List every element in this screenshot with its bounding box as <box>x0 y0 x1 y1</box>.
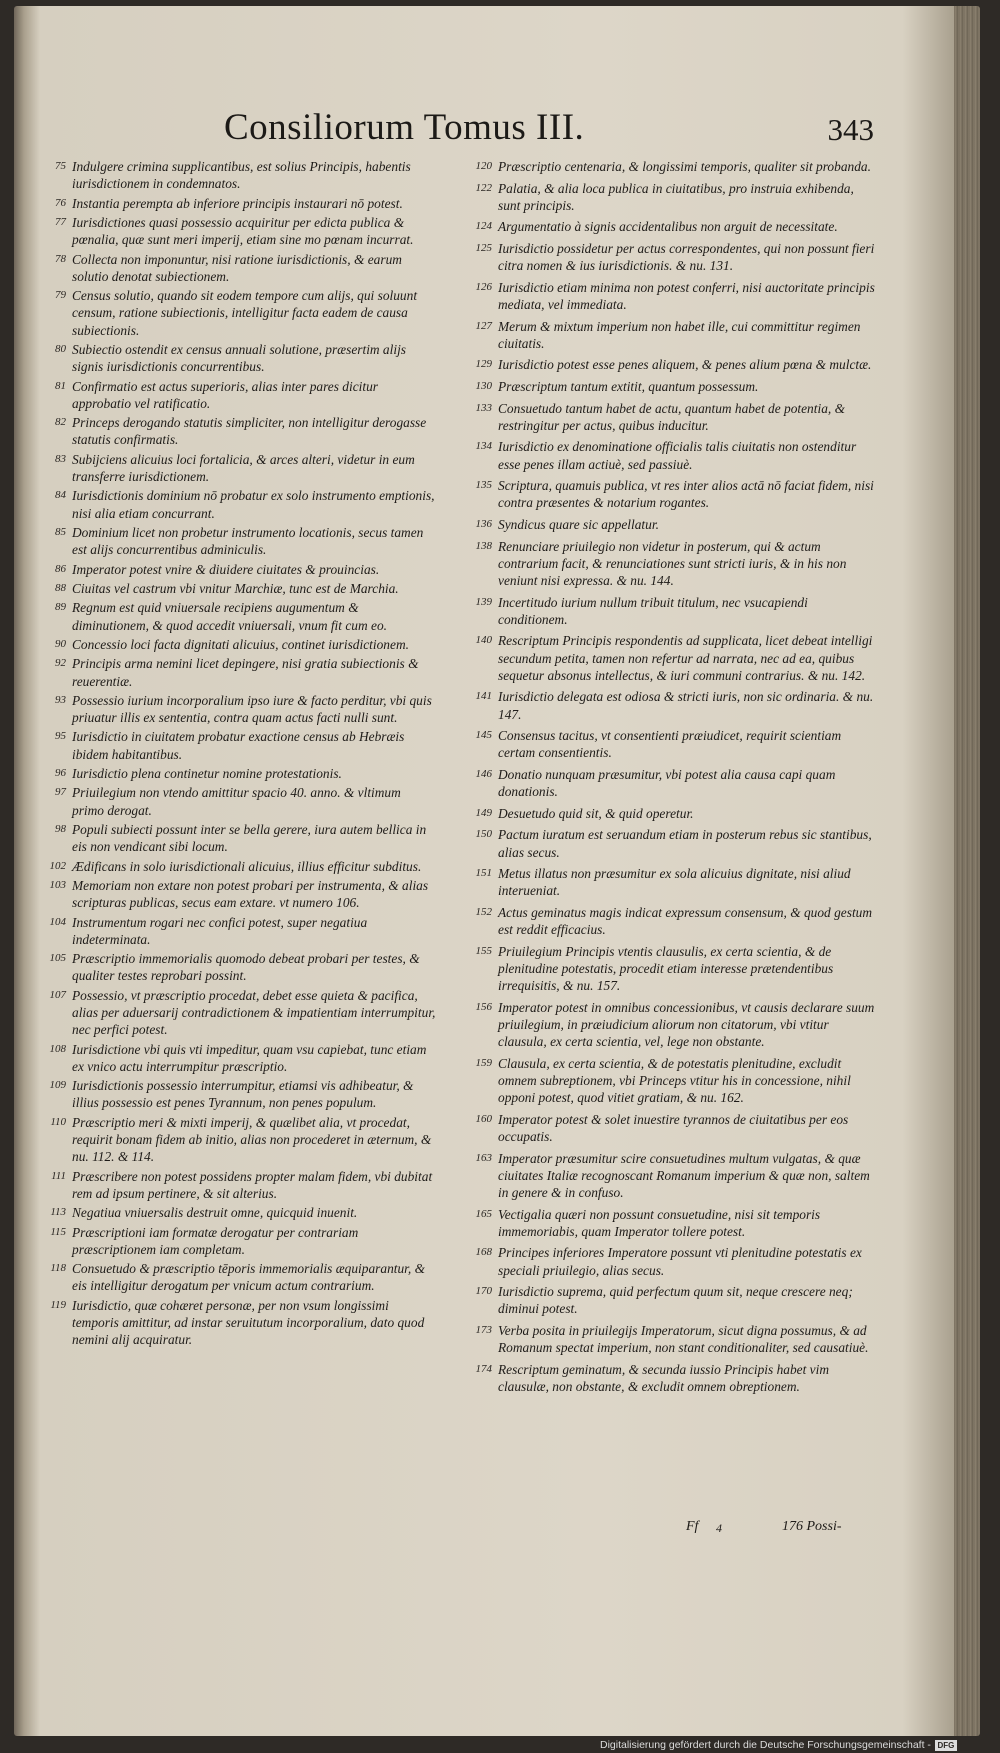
entry-text: Præscriptio meri & mixti imperij, & quælibet alia, vt procedat, requirit bonam fidem ab initio, alias non procederet in æternum, & nu. 112. & 114. <box>72 1114 432 1165</box>
page-footer <box>14 1519 980 1539</box>
index-entry <box>456 727 876 761</box>
entry-number: 102 <box>49 859 66 872</box>
entry-number: 92 <box>55 657 66 670</box>
entry-text: Regnum est quid vniuersale recipiens augumentum & diminutionem, & quod accedit vniuersali, vnum fit cum eo. <box>72 600 387 633</box>
entry-number: 145 <box>475 729 492 742</box>
entry-number: 75 <box>55 160 66 172</box>
entry-number: 85 <box>55 525 66 538</box>
entry-text: Indulgere crimina supplicantibus, est solius Principis, habentis iurisdictionem in condemnatos. <box>72 159 411 192</box>
entry-number: 173 <box>475 1323 492 1336</box>
entry-number: 77 <box>55 215 66 228</box>
index-entry <box>456 826 876 860</box>
entry-text: Pactum iuratum est seruandum etiam in posterum rebus sic stantibus, alias secus. <box>498 827 872 860</box>
index-entry <box>36 451 436 485</box>
index-entry <box>36 877 436 911</box>
index-entry <box>456 158 876 175</box>
entry-text: Concessio loci facta dignitati alicuius, continet iurisdictionem. <box>72 636 409 652</box>
entry-number: 90 <box>55 637 66 650</box>
index-entry <box>36 765 436 782</box>
index-entry <box>456 594 876 628</box>
entry-text: Renunciare priuilegio non videtur in posterum, qui & actum contrarium facit, & renunciationes sunt stricti iuris, & in his non veniunt nisi expressa. & nu. 144. <box>498 538 847 588</box>
entry-text: Præscriptioni iam formatæ derogatur per contrariam præscriptionem iam completam. <box>72 1224 359 1257</box>
entry-number: 78 <box>55 252 66 265</box>
entry-number: 105 <box>49 952 66 965</box>
index-entry <box>456 438 876 472</box>
entry-number: 103 <box>49 879 66 892</box>
index-entry <box>456 1206 876 1240</box>
index-entry <box>36 821 436 855</box>
entry-text: Imperator potest vnire & diuidere ciuitates & prouincias. <box>72 561 380 577</box>
entry-number: 139 <box>475 595 492 608</box>
entry-text: Priuilegium non vtendo amittitur spacio 40. anno. & vltimum primo derogat. <box>72 785 401 818</box>
entry-text: Iurisdictio possidetur per actus correspondentes, qui non possunt fieri citra nomen & ius iurisdictionis. & nu. 131. <box>498 240 875 274</box>
entry-number: 82 <box>55 416 66 429</box>
index-entry <box>36 784 436 818</box>
entry-text: Iurisdictionis possessio interrumpitur, etiamsi vis adhibeatur, & illius possessio est penes Tyrannum, non penes populum. <box>72 1078 414 1111</box>
index-entry <box>36 580 436 597</box>
index-entry <box>456 805 876 822</box>
gathering-number: 4 <box>716 1521 722 1535</box>
entry-text: Memoriam non extare non potest probari per instrumenta, & alias scripturas publicas, secus eam extare. vt numero 106. <box>72 878 429 911</box>
index-entry <box>456 1150 876 1202</box>
index-entry <box>36 158 436 192</box>
entry-text: Confirmatio est actus superioris, alias inter pares dicitur approbatio vel ratificatio. <box>72 378 379 411</box>
entry-text: Iurisdictio in ciuitatem probatur exactione census ab Hebræis ibidem habitantibus. <box>72 729 405 762</box>
entry-text: Princeps derogando statutis simpliciter, non intelligitur derogasse statutis confirmatis. <box>72 415 427 448</box>
entry-number: 120 <box>475 160 492 172</box>
entry-text: Præscriptum tantum extitit, quantum possessum. <box>498 378 759 394</box>
entry-text: Iurisdictio potest esse penes aliquem, & penes alium pœna & mulctæ. <box>498 357 872 373</box>
entry-number: 141 <box>475 690 492 703</box>
entry-number: 115 <box>50 1225 66 1238</box>
index-entry <box>456 477 876 511</box>
entry-number: 81 <box>55 379 66 392</box>
entry-number: 155 <box>475 944 492 957</box>
left-column <box>36 158 436 1351</box>
index-entry <box>36 1204 436 1221</box>
entry-text: Iurisdictione vbi quis vti impeditur, quam vsu capiebat, tunc etiam ex vnico actu interrumpitur præscriptio. <box>72 1041 427 1074</box>
entry-text: Imperator præsumitur scire consuetudines multum vulgatas, & quæ ciuitates Italiæ recognoscant Romanum imperium & quæ non, saltem in genere & in confuso. <box>498 1150 870 1200</box>
entry-number: 122 <box>475 181 492 194</box>
index-entry <box>36 599 436 633</box>
entry-number: 107 <box>49 988 66 1001</box>
entry-number: 86 <box>55 562 66 575</box>
index-entry <box>36 1224 436 1258</box>
index-entry <box>456 1244 876 1278</box>
index-entry <box>36 251 436 285</box>
index-entry <box>36 1077 436 1111</box>
index-entry <box>36 987 436 1039</box>
entry-text: Consensus tacitus, vt consentienti præiudicet, requirit scientiam certam consentientis. <box>498 728 842 761</box>
dfg-logo: DFG <box>935 1740 957 1751</box>
entry-number: 89 <box>55 601 66 614</box>
entry-number: 150 <box>475 828 492 841</box>
entry-number: 110 <box>50 1115 66 1128</box>
entry-text: Scriptura, quamuis publica, vt res inter alios actā nō faciat fidem, nisi contra præsentes & notarium rogantes. <box>498 478 874 511</box>
index-entry <box>36 692 436 726</box>
entry-number: 119 <box>50 1298 66 1311</box>
entry-number: 129 <box>475 358 492 371</box>
entry-number: 95 <box>55 730 66 743</box>
entry-number: 113 <box>50 1206 66 1219</box>
entry-number: 127 <box>475 319 492 332</box>
entry-text: Dominium licet non probetur instrumento locationis, secus tamen est alijs concurrentibus adminiculis. <box>72 524 424 558</box>
entry-number: 126 <box>475 280 492 293</box>
index-entry <box>456 688 876 722</box>
entry-text: Præscriptio immemorialis quomodo debeat probari per testes, & qualiter testes reprobari possint. <box>72 951 420 984</box>
entry-number: 135 <box>475 479 492 492</box>
entry-text: Principis arma nemini licet depingere, nisi gratia subiectionis & reuerentiæ. <box>72 656 419 689</box>
entry-text: Merum & mixtum imperium non habet ille, cui committitur regimen ciuitatis. <box>498 318 861 351</box>
index-entry <box>36 561 436 578</box>
page-edges <box>954 6 980 1736</box>
entry-text: Argumentatio à signis accidentalibus non arguit de necessitate. <box>498 219 838 235</box>
index-entry <box>456 999 876 1051</box>
entry-text: Iurisdictio plena continetur nomine protestationis. <box>72 766 342 782</box>
entry-text: Imperator potest in omnibus concessionibus, vt causis declarare suum priuilegium, in præiudicium aliorum non citatorum, vbi vtitur clausula, ex certa scientia, vel, lege non obstante. <box>498 999 875 1050</box>
index-entry <box>456 865 876 899</box>
page-number: 343 <box>827 112 874 147</box>
entry-text: Principes inferiores Imperatore possunt vti plenitudine potestatis ex speciali priuilegio, alias secus. <box>498 1245 862 1278</box>
entry-number: 109 <box>49 1079 66 1092</box>
entry-number: 149 <box>475 806 492 819</box>
entry-number: 93 <box>55 693 66 706</box>
page-header <box>224 106 884 156</box>
entry-number: 174 <box>475 1362 492 1375</box>
entry-number: 151 <box>475 867 492 880</box>
index-entry <box>36 1297 436 1349</box>
index-entry <box>36 728 436 762</box>
entry-text: Ædificans in solo iurisdictionali alicuius, illius efficitur subditus. <box>72 858 422 874</box>
index-entry <box>36 341 436 375</box>
entry-number: 125 <box>475 241 492 254</box>
entry-text: Census solutio, quando sit eodem tempore cum alijs, qui soluunt censum, ratione subiectionis, intelligitur facta eadem de causa subiectionis. <box>72 288 418 338</box>
entry-number: 165 <box>475 1207 492 1220</box>
index-entry <box>456 1361 876 1395</box>
right-column <box>456 158 876 1400</box>
entry-text: Verba posita in priuilegijs Imperatorum, sicut digna possumus, & ad Romanum spectat imperium, non stant conditionaliter, sed causatiuè. <box>498 1322 869 1356</box>
entry-number: 170 <box>475 1285 492 1298</box>
entry-number: 108 <box>49 1042 66 1055</box>
index-entry <box>456 1322 876 1356</box>
entry-number: 140 <box>475 634 492 647</box>
entry-text: Præscriptio centenaria, & longissimi temporis, qualiter sit probanda. <box>498 159 871 174</box>
index-entry <box>456 538 876 590</box>
index-entry <box>36 950 436 984</box>
index-entry <box>36 524 436 558</box>
digitization-text: Digitalisierung gefördert durch die Deutsche Forschungsgemeinschaft - <box>600 1739 931 1751</box>
entry-number: 111 <box>51 1169 66 1182</box>
entry-text: Instrumentum rogari nec confici potest, super negatiua indeterminata. <box>72 914 368 947</box>
entry-number: 84 <box>55 489 66 502</box>
entry-text: Consuetudo tantum habet de actu, quantum habet de potentia, & restringitur per actus, quibus inducitur. <box>498 400 845 433</box>
entry-number: 80 <box>55 342 66 355</box>
entry-number: 152 <box>475 905 492 918</box>
entry-number: 160 <box>475 1112 492 1125</box>
entry-number: 136 <box>475 517 492 530</box>
entry-text: Iurisdictio ex denominatione officialis talis ciuitatis non ostenditur esse penes illam actiuè, sed passiuè. <box>498 439 857 472</box>
index-entry <box>36 1041 436 1075</box>
index-entry <box>456 1111 876 1145</box>
entry-number: 138 <box>475 539 492 552</box>
entry-number: 96 <box>55 767 66 780</box>
entry-text: Iurisdictio suprema, quid perfectum quum sit, neque crescere neq; diminui potest. <box>498 1284 853 1317</box>
entry-number: 156 <box>475 1000 492 1013</box>
entry-number: 79 <box>55 289 66 302</box>
entry-text: Metus illatus non præsumitur ex sola alicuius dignitate, nisi aliud interueniat. <box>498 866 851 899</box>
entry-number: 118 <box>50 1262 66 1275</box>
index-entry <box>456 1055 876 1107</box>
entry-text: Iurisdictio etiam minima non potest conferri, nisi auctoritate principis mediata, vel immediata. <box>498 279 875 312</box>
index-entry <box>456 400 876 434</box>
entry-text: Instantia perempta ab inferiore principis instaurari nō potest. <box>72 195 403 211</box>
entry-text: Collecta non imponuntur, nisi ratione iurisdictionis, & earum solutio denotat subiectionem. <box>72 251 402 284</box>
entry-text: Iurisdictionis dominium nō probatur ex solo instrumento emptionis, nisi alia etiam concurrant. <box>72 488 435 521</box>
index-entry <box>456 904 876 938</box>
digitization-notice <box>600 1737 957 1753</box>
index-entry <box>36 287 436 339</box>
index-entry <box>456 240 876 274</box>
entry-text: Possessio iurium incorporalium ipso iure & facto perditur, vbi quis priuatur illis ex sententia, contra quam actus facti nulli sunt. <box>72 692 432 726</box>
entry-text: Iurisdictiones quasi possessio acquiritur per edicta publica & pœnalia, quæ sunt meri imperij, etiam sine mo pœnam incurrat. <box>72 214 414 248</box>
index-entry <box>36 914 436 948</box>
entry-text: Priuilegium Principis vtentis clausulis, ex certa scientia, & de plenitudine potestatis, procedit etiam interesse prætendentibus irrequisitis, & nu. 157. <box>498 943 834 994</box>
index-entry <box>456 318 876 352</box>
entry-text: Palatia, & alia loca publica in ciuitatibus, pro instruia exhibenda, sunt principis. <box>498 180 854 213</box>
index-entry <box>36 636 436 653</box>
index-entry <box>456 218 876 235</box>
index-entry <box>456 632 876 684</box>
signature-mark: Ff <box>686 1519 699 1534</box>
index-entry <box>456 766 876 800</box>
index-entry <box>36 1114 436 1166</box>
entry-number: 98 <box>55 823 66 836</box>
entry-text: Actus geminatus magis indicat expressum consensum, & quod gestum est reddit efficacius. <box>498 904 873 938</box>
entry-number: 124 <box>475 220 492 233</box>
entry-text: Incertitudo iurium nullum tribuit titulum, nec vsucapiendi conditionem. <box>498 594 808 627</box>
entry-number: 76 <box>55 196 66 209</box>
entry-text: Vectigalia quæri non possunt consuetudine, nisi sit temporis immemoriabis, quam Imperator tollere potest. <box>498 1206 821 1239</box>
catchword: 176 Possi- <box>782 1519 842 1534</box>
running-title: Consiliorum Tomus III. <box>224 107 585 148</box>
entry-text: Subijciens alicuius loci fortalicia, & arces alteri, videtur in eum transferre iurisdictionem. <box>72 451 415 484</box>
entry-text: Syndicus quare sic appellatur. <box>498 516 659 532</box>
index-entry <box>456 356 876 373</box>
index-entry <box>36 655 436 689</box>
entry-text: Desuetudo quid sit, & quid operetur. <box>498 805 694 821</box>
entry-text: Imperator potest & solet inuestire tyrannos de ciuitatibus per eos occupatis. <box>498 1111 849 1144</box>
entry-number: 83 <box>55 452 66 465</box>
entry-text: Rescriptum geminatum, & secunda iussio Principis habet vim clausulæ, non obstante, & excludit omnem obreptionem. <box>498 1361 830 1394</box>
entry-text: Consuetudo & præscriptio tēporis immemorialis æquiparantur, & eis intelligitur derogatum per vnicum actum contrarium. <box>72 1261 426 1294</box>
index-entry <box>456 516 876 533</box>
entry-number: 104 <box>49 915 66 928</box>
entry-text: Possessio, vt præscriptio procedat, debet esse quieta & pacifica, alias per aduersarij contradictionem & impatientiam interrumpitur, nec perfici potest. <box>72 987 436 1038</box>
entry-text: Iurisdictio, quæ cohæret personæ, per non vsum longissimi temporis amittitur, ad instar seruitutum incorporalium, dato quod nemini alij acquiratur. <box>72 1297 425 1348</box>
index-entry <box>36 195 436 212</box>
index-entry <box>456 1283 876 1317</box>
entry-number: 97 <box>55 786 66 799</box>
index-entry <box>36 858 436 875</box>
index-entry <box>36 487 436 521</box>
index-entry <box>36 214 436 248</box>
entry-number: 168 <box>475 1246 492 1259</box>
index-entry <box>36 378 436 412</box>
index-entry <box>456 180 876 214</box>
book-page <box>14 6 980 1736</box>
entry-number: 130 <box>475 379 492 392</box>
entry-number: 159 <box>475 1056 492 1069</box>
index-entry <box>36 414 436 448</box>
entry-number: 163 <box>475 1151 492 1164</box>
entry-text: Donatio nunquam præsumitur, vbi potest alia causa capi quam donationis. <box>498 766 836 800</box>
entry-text: Negatiua vniuersalis destruit omne, quicquid inuenit. <box>72 1205 358 1221</box>
entry-number: 134 <box>475 440 492 453</box>
index-entry <box>456 279 876 313</box>
index-entry <box>36 1168 436 1202</box>
index-entry <box>456 378 876 395</box>
entry-text: Iurisdictio delegata est odiosa & stricti iuris, non sic ordinaria. & nu. 147. <box>498 689 874 722</box>
entry-number: 133 <box>475 401 492 414</box>
entry-text: Præscribere non potest possidens propter malam fidem, vbi dubitat rem ad ipsum pertinere, & sit alterius. <box>72 1168 433 1201</box>
entry-number: 88 <box>55 581 66 594</box>
entry-text: Rescriptum Principis respondentis ad supplicata, licet debeat intelligi secundum petita, tamen non refertur ad narrata, nec ad ea, quibus sequetur absonus intellectus, & iuri communi contrarius. & nu. 142. <box>498 633 873 683</box>
entry-number: 146 <box>475 767 492 780</box>
entry-text: Clausula, ex certa scientia, & de potestatis plenitudine, excludit omnem subreptionem, vbi Princeps vtitur his in concessione, nihil opponi potest, quod vitiet gratiam, & nu. 162. <box>498 1055 851 1106</box>
entry-text: Ciuitas vel castrum vbi vnitur Marchiæ, tunc est de Marchia. <box>72 580 399 596</box>
entry-text: Subiectio ostendit ex census annuali solutione, præsertim alijs signis iurisdictionis concurrentibus. <box>72 341 406 375</box>
index-entry <box>36 1260 436 1294</box>
index-entry <box>456 943 876 995</box>
entry-text: Populi subiecti possunt inter se bella gerere, iura autem bellica in eis non vendicant sibi locum. <box>72 822 427 855</box>
